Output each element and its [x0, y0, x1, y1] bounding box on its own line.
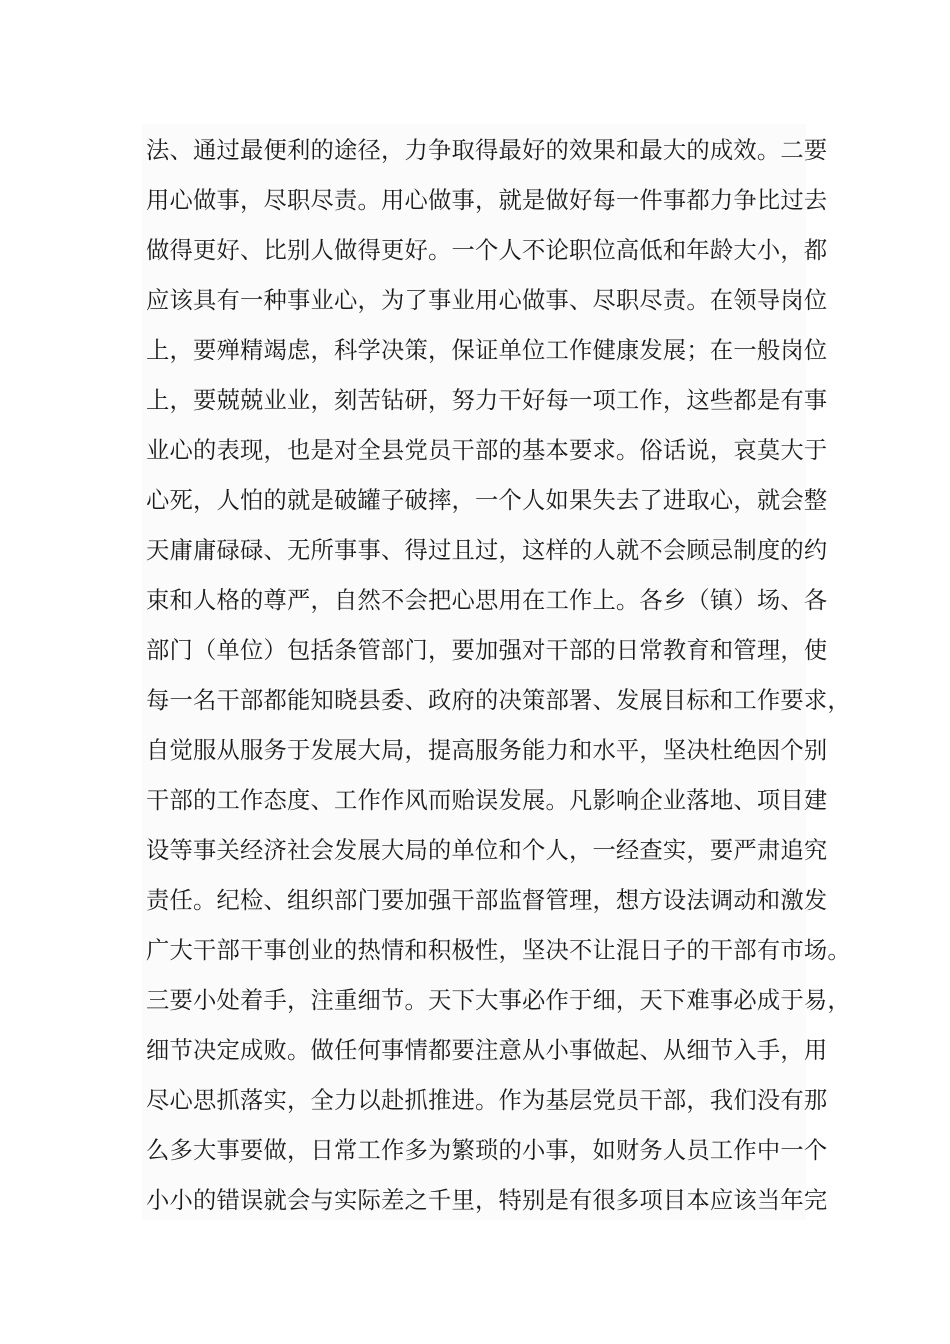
text-line: 广大干部干事创业的热情和积极性，坚决不让混日子的干部有市场。: [146, 937, 851, 964]
text-line: 上，要兢兢业业，刻苦钻研，努力干好每一项工作，这些都是有事: [146, 387, 828, 414]
text-line: 应该具有一种事业心，为了事业用心做事、尽职尽责。在领导岗位: [146, 287, 828, 314]
text-line: 用心做事，尽职尽责。用心做事，就是做好每一件事都力争比过去: [146, 187, 828, 214]
text-line: 干部的工作态度、工作作风而贻误发展。凡影响企业落地、项目建: [146, 787, 828, 814]
text-line: 三要小处着手，注重细节。天下大事必作于细，天下难事必成于易，: [146, 987, 851, 1014]
text-line: 细节决定成败。做任何事情都要注意从小事做起、从细节入手，用: [146, 1037, 828, 1064]
text-line: 业心的表现，也是对全县党员干部的基本要求。俗话说，哀莫大于: [146, 437, 828, 464]
text-line: 么多大事要做，日常工作多为繁琐的小事，如财务人员工作中一个: [146, 1137, 828, 1164]
text-line: 责任。纪检、组织部门要加强干部监督管理，想方设法调动和激发: [146, 887, 828, 914]
text-line: 自觉服从服务于发展大局，提高服务能力和水平，坚决杜绝因个别: [146, 737, 828, 764]
text-line: 设等事关经济社会发展大局的单位和个人，一经查实，要严肃追究: [146, 837, 828, 864]
text-line: 每一名干部都能知晓县委、政府的决策部署、发展目标和工作要求，: [146, 687, 851, 714]
text-line: 上，要殚精竭虑，科学决策，保证单位工作健康发展；在一般岗位: [146, 337, 828, 364]
text-line: 天庸庸碌碌、无所事事、得过且过，这样的人就不会顾忌制度的约: [146, 537, 828, 564]
text-line: 尽心思抓落实，全力以赴抓推进。作为基层党员干部，我们没有那: [146, 1087, 828, 1114]
text-line: 心死，人怕的就是破罐子破摔，一个人如果失去了进取心，就会整: [146, 487, 828, 514]
text-line: 做得更好、比别人做得更好。一个人不论职位高低和年龄大小，都: [146, 237, 828, 264]
text-line: 小小的错误就会与实际差之千里，特别是有很多项目本应该当年完: [146, 1187, 828, 1214]
text-line: 法、通过最便利的途径，力争取得最好的效果和最大的成效。二要: [146, 137, 828, 164]
text-line: 束和人格的尊严，自然不会把心思用在工作上。各乡（镇）场、各: [146, 587, 828, 614]
text-line: 部门（单位）包括条管部门，要加强对干部的日常教育和管理，使: [146, 637, 828, 664]
